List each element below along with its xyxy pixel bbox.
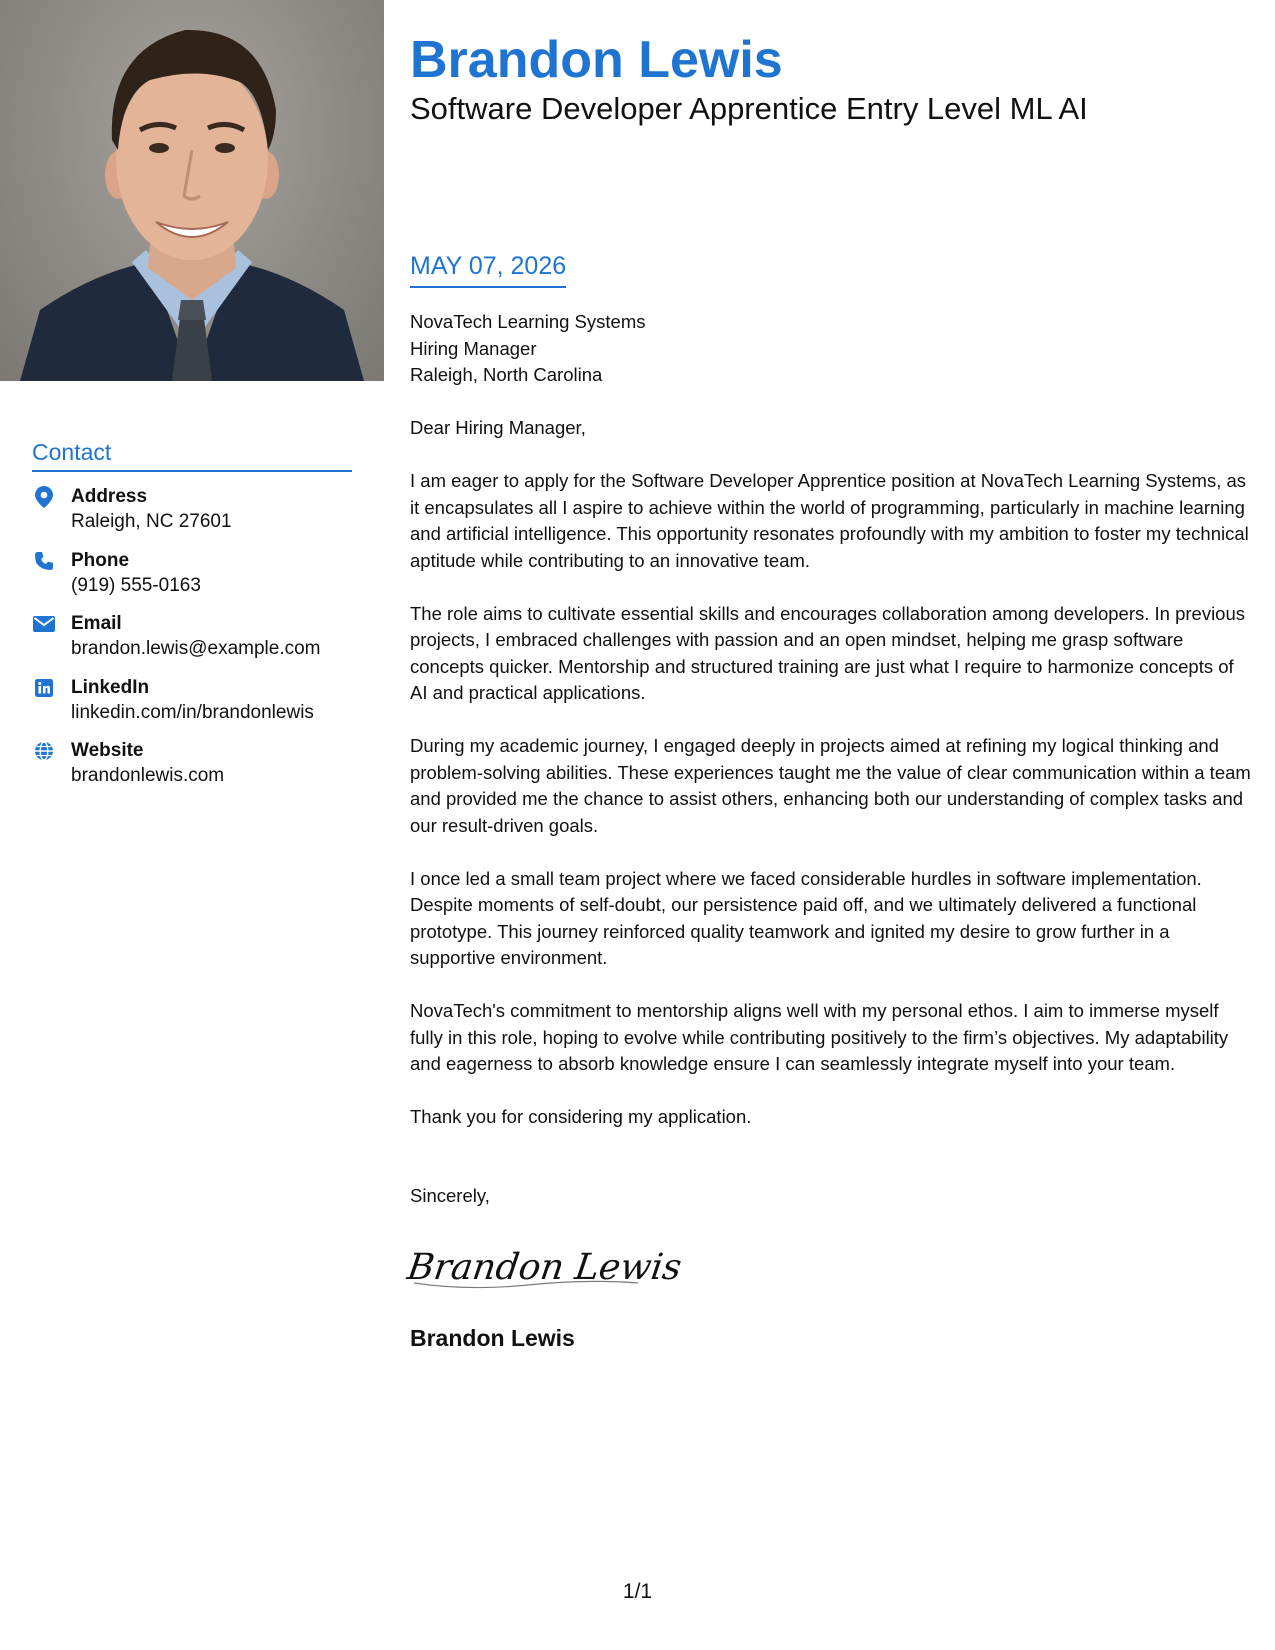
contact-value: (919) 555-0163 [71, 574, 201, 596]
contact-label: Phone [71, 549, 130, 571]
contact-label: Email [71, 613, 122, 634]
profile-photo [0, 0, 384, 381]
globe-icon [32, 739, 56, 763]
page-number: 1/1 [622, 1580, 653, 1603]
contact-label: LinkedIn [71, 676, 150, 698]
contact-address [32, 484, 362, 548]
contact-value[interactable]: brandonlewis.com [71, 765, 225, 786]
contact-label: Website [71, 740, 144, 761]
signer-name: Brandon Lewis [410, 1325, 575, 1351]
contact-label: Address [71, 486, 148, 507]
salutation: Dear Hiring Manager, [410, 417, 586, 438]
signature-text: Brandon Lewis [404, 1245, 685, 1288]
contact-value: Raleigh, NC 27601 [71, 511, 232, 532]
letter-date: MAY 07, 2026 [410, 250, 566, 288]
body-paragraph: The role aims to cultivate essential skills and encourages collaboration among developers. In previous projects, I embraced challenges with passion and an open mindset, helping me grasp software concepts quicker. Mentorship and structured training are just what I require to harmonize concepts of AI and practical applications. [410, 602, 1246, 703]
contact-email [32, 611, 362, 675]
linkedin-icon [32, 676, 56, 700]
phone-icon [32, 549, 56, 573]
contact-value[interactable]: brandon.lewis@example.com [71, 638, 321, 659]
portrait-illustration [0, 0, 384, 381]
closing: Sincerely, [410, 1185, 490, 1206]
contact-phone [32, 548, 362, 612]
body-paragraph: I once led a small team project where we faced considerable hurdles in software implementation. Despite moments of self-doubt, our persistence paid off, and we ultimately delivered a functional prototype. This journey reinforced quality teamwork and ignited my desire to grow further in a supportive environment. [410, 867, 1202, 968]
body-paragraph: Thank you for considering my application. [410, 1106, 752, 1127]
recipient-company: NovaTech Learning Systems [410, 311, 646, 332]
contact-value[interactable]: linkedin.com/in/brandonlewis [71, 701, 314, 723]
recipient-role: Hiring Manager [410, 337, 537, 359]
map-pin-icon [32, 485, 56, 509]
contact-list [32, 484, 362, 802]
handwritten-signature [404, 1237, 685, 1297]
applicant-name: Brandon Lewis [410, 31, 783, 89]
contact-heading: Contact [32, 438, 352, 472]
envelope-icon [32, 612, 56, 636]
job-title: Software Developer Apprentice Entry Level ML AI [410, 91, 1088, 126]
recipient-location: Raleigh, North Carolina [410, 364, 603, 385]
body-paragraph: During my academic journey, I engaged deeply in projects aimed at refining my logical thinking and problem-solving abilities. These experiences taught me the value of clear communication within a team and provided me the chance to assist others, enhancing both our understanding of complex tasks and our result-driven goals. [410, 735, 1251, 836]
body-paragraph: I am eager to apply for the Software Developer Apprentice position at NovaTech Learning Systems, as it encapsulates all I aspire to achieve within the world of programming, particularly in machine learning and artificial intelligence. This opportunity resonates profoundly with my ambition to foster my technical aptitude while contributing to an innovative team. [410, 470, 1249, 571]
contact-website [32, 738, 362, 802]
recipient-block [410, 309, 645, 389]
contact-linkedin [32, 675, 362, 739]
body-paragraph: NovaTech's commitment to mentorship aligns well with my personal ethos. I aim to immerse myself fully in this role, hoping to evolve while contributing positively to the firm’s objectives. My adaptability and eagerness to absorb knowledge ensure I can seamlessly integrate myself into your team. [410, 1000, 1229, 1074]
letter-body [410, 415, 1255, 1157]
